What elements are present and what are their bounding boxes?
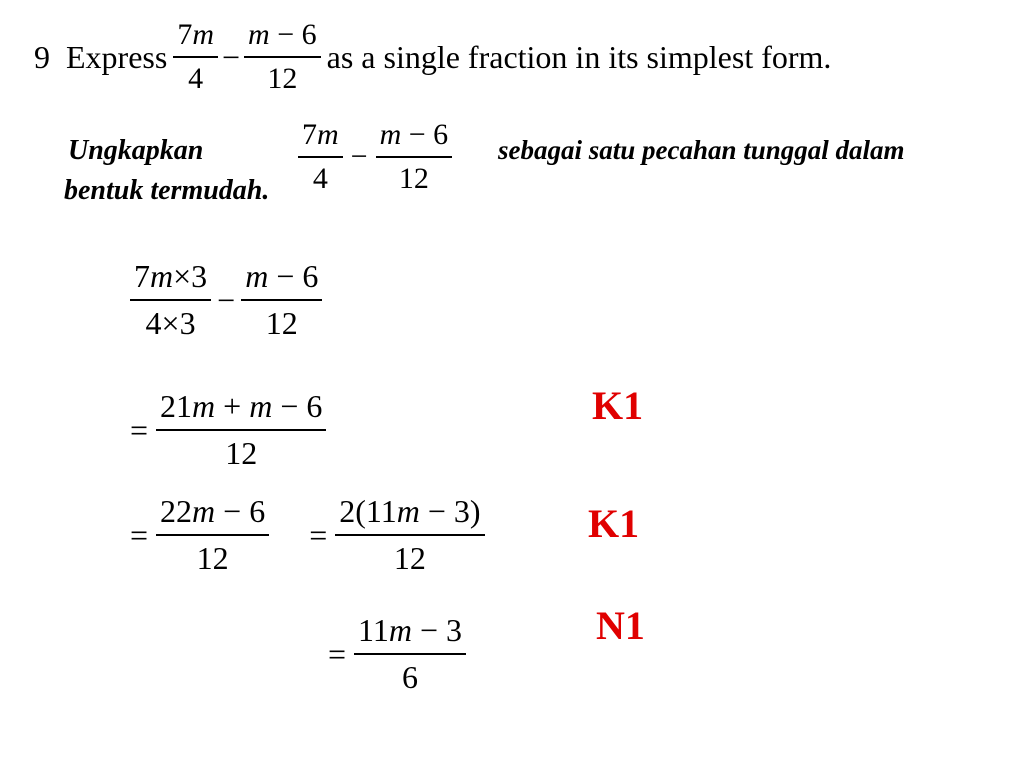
s3-num-a: 22 (160, 493, 193, 529)
q-frac2-bar (244, 56, 321, 58)
malay-fraction-group (298, 118, 452, 196)
q-frac1-den: 4 (188, 62, 204, 95)
s4-num-var: m (388, 612, 412, 648)
q-frac2-num-rest: − 6 (269, 18, 317, 51)
question-fraction-2 (244, 18, 321, 96)
question-number: 9 (34, 38, 50, 75)
question-fraction-1 (173, 18, 218, 96)
s2-num-var2: m (249, 388, 273, 424)
working-step-2 (130, 388, 326, 472)
malay-minus: − (350, 140, 368, 173)
s2-bar (156, 429, 326, 431)
question-minus: − (221, 38, 241, 75)
step4-equals: = (328, 635, 347, 672)
s3b-den: 12 (393, 540, 426, 576)
q-frac1-bar (173, 56, 218, 58)
working-step-4 (328, 612, 466, 696)
s4-num-a: 11 (358, 612, 389, 648)
step2-fraction (156, 388, 326, 472)
mark-k1-first: K1 (592, 383, 644, 428)
step1-fraction-2 (241, 258, 322, 342)
mark-n1: N1 (596, 603, 645, 648)
q-frac2-num-var: m (248, 18, 270, 51)
s1-den2: 12 (265, 305, 298, 341)
s1-frac1-bar (130, 299, 211, 301)
s3-num-var: m (192, 493, 216, 529)
s1-frac2-bar (241, 299, 322, 301)
malay-fraction-1 (298, 118, 343, 196)
m-frac1-den: 4 (312, 162, 328, 195)
step1-fraction-1 (130, 258, 211, 342)
step2-equals: = (130, 411, 149, 448)
q-frac1-num-coef: 7 (177, 18, 193, 51)
step1-minus: − (217, 281, 236, 318)
malay-fraction-2 (376, 118, 453, 196)
s1-num1-a: 7 (134, 258, 150, 294)
m-frac2-den: 12 (398, 162, 429, 195)
s2-num-var1: m (192, 388, 216, 424)
s3b-bar (335, 534, 484, 536)
q-frac2-den: 12 (267, 62, 298, 95)
step3b-equals: = (309, 516, 328, 553)
s3b-num-b: − 3) (419, 493, 481, 529)
malay-line2: bentuk termudah. (64, 175, 270, 206)
s4-bar (354, 653, 466, 655)
step3-equals: = (130, 516, 149, 553)
s1-den1: 4×3 (145, 305, 196, 341)
step4-fraction (354, 612, 466, 696)
m-frac2-num-rest: − 6 (401, 118, 449, 151)
m-frac1-num-coef: 7 (302, 118, 317, 151)
m-frac1-num-var: m (317, 118, 339, 151)
s4-den: 6 (402, 659, 419, 695)
m-frac2-bar (376, 156, 453, 158)
question-tail-text: as a single fraction in its simplest form. (326, 38, 832, 75)
s2-den: 12 (225, 435, 258, 471)
malay-line1-end: sebagai satu pecahan tunggal dalam (498, 135, 905, 165)
s3-bar (156, 534, 269, 536)
s1-num1-b: ×3 (173, 258, 208, 294)
m-frac1-bar (298, 156, 343, 158)
s3b-num-var: m (396, 493, 420, 529)
s1-num2-var: m (245, 258, 269, 294)
s3-den: 12 (196, 540, 229, 576)
working-step-1 (130, 258, 322, 342)
s3-num-b: − 6 (215, 493, 266, 529)
s4-num-b: − 3 (411, 612, 463, 648)
s2-num-c: − 6 (272, 388, 323, 424)
s1-num2-rest: − 6 (268, 258, 319, 294)
s3b-num-a: 2(11 (339, 493, 397, 529)
step3b-fraction (335, 493, 484, 577)
question-line (34, 18, 831, 96)
working-step-3 (130, 493, 485, 577)
s2-num-b: + (215, 388, 250, 424)
s1-num1-var: m (150, 258, 174, 294)
step3-fraction (156, 493, 269, 577)
question-express-word: Express (66, 38, 168, 75)
s2-num-a: 21 (160, 388, 193, 424)
mark-k1-second: K1 (588, 501, 640, 546)
malay-line1-start: Ungkapkan (68, 135, 204, 166)
m-frac2-num-var: m (379, 118, 402, 151)
q-frac1-num-var: m (192, 18, 214, 51)
